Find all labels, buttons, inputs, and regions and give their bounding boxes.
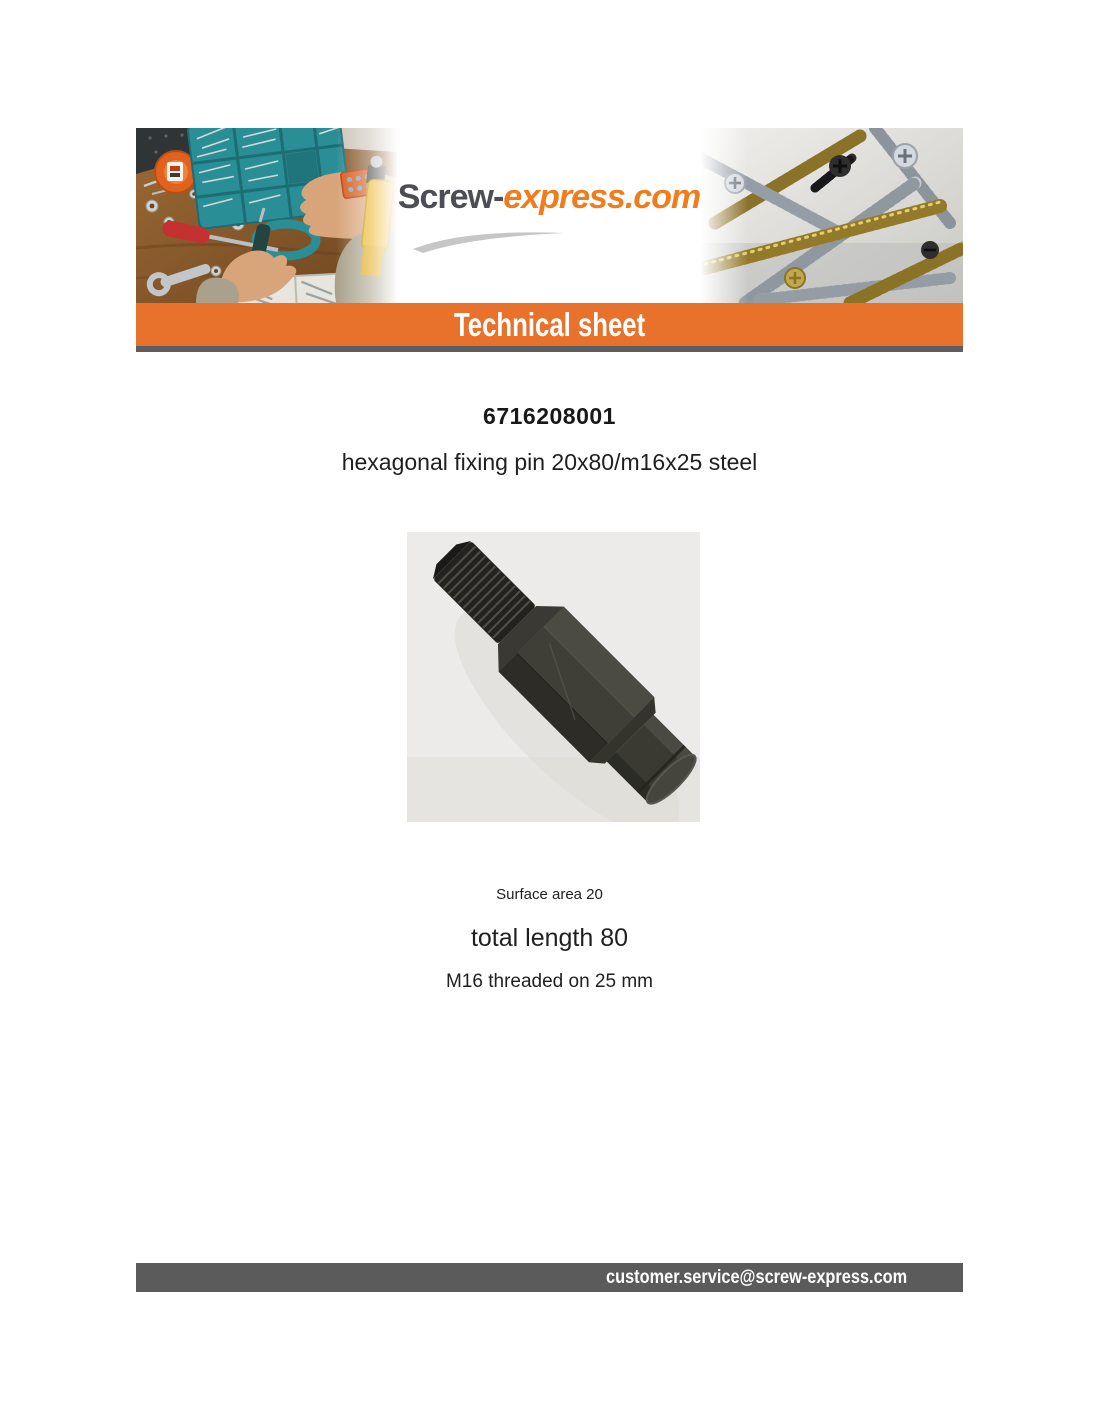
customer-service-email: customer.service@screw-express.com	[605, 1267, 907, 1288]
footer-bar	[136, 1263, 963, 1292]
banner-title: Technical sheet	[453, 306, 646, 343]
spec-total-length: total length 80	[470, 924, 629, 952]
technical-sheet-banner	[136, 303, 963, 346]
brand-wordmark	[398, 180, 700, 214]
header-divider	[136, 346, 963, 352]
screws-pile-photo	[700, 128, 963, 303]
product-code: 6716208001	[483, 403, 616, 429]
header	[136, 128, 963, 303]
workbench-photo	[136, 128, 398, 303]
brand-logo	[398, 128, 700, 303]
logo-swoosh-icon	[409, 228, 569, 254]
brand-name-primary: Screw-	[397, 178, 504, 216]
brand-name-secondary: express.com	[503, 178, 701, 216]
product-photo	[407, 532, 700, 822]
spec-surface-area: Surface area 20	[496, 886, 603, 903]
spec-thread: M16 threaded on 25 mm	[445, 971, 653, 992]
product-name: hexagonal fixing pin 20x80/m16x25 steel	[341, 449, 758, 475]
